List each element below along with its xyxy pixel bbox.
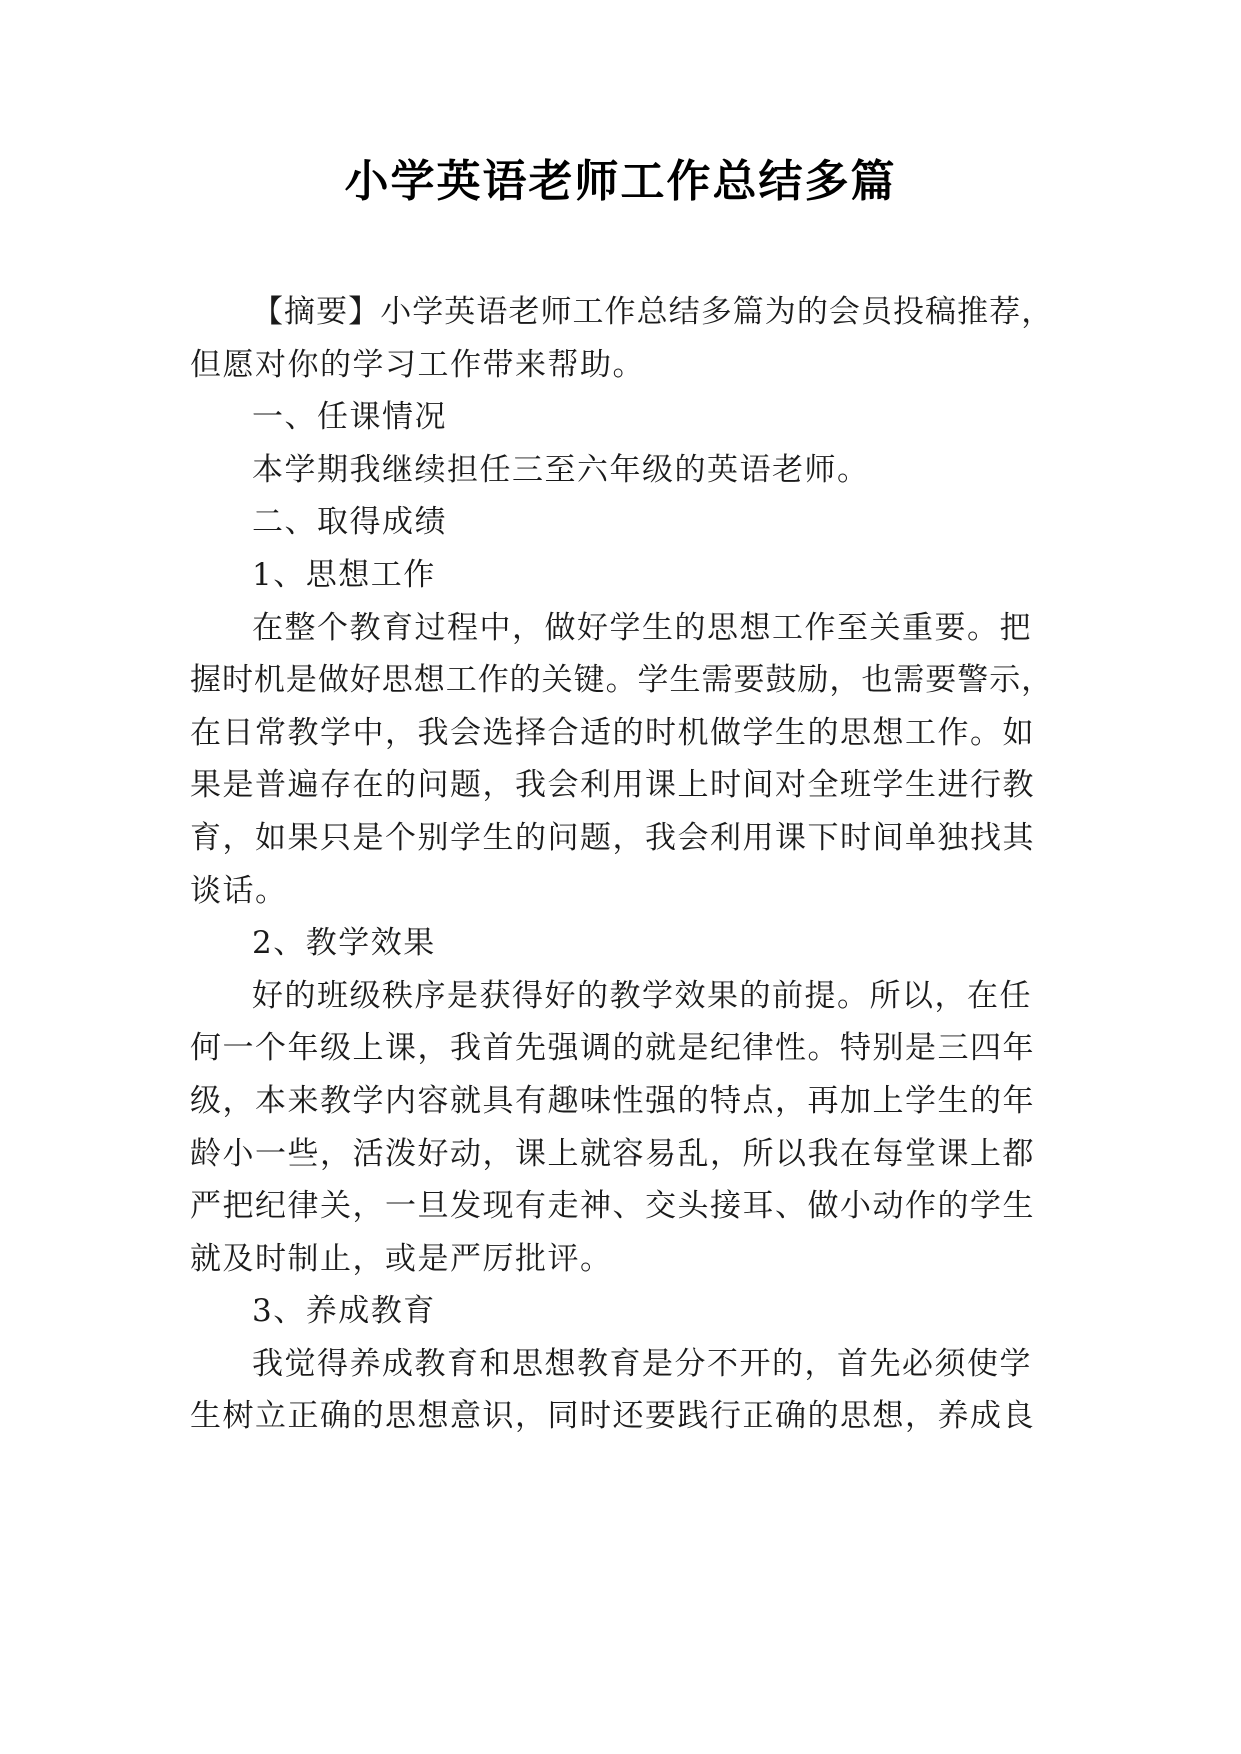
body-line: 生树立正确的思想意识，同时还要践行正确的思想，养成良 bbox=[190, 1398, 1035, 1435]
body-line: 严把纪律关，一旦发现有走神、交头接耳、做小动作的学生 bbox=[190, 1188, 1035, 1225]
body-line: 育，如果只是个别学生的问题，我会利用课下时间单独找其 bbox=[190, 819, 1035, 856]
body-line: 但愿对你的学习工作带来帮助。 bbox=[190, 346, 645, 383]
body-line: 握时机是做好思想工作的关键。学生需要鼓励，也需要警示， bbox=[190, 662, 1054, 699]
body-line: 1、思想工作 bbox=[252, 556, 436, 593]
body-line: 一、任课情况 bbox=[252, 399, 447, 436]
body-line: 2、教学效果 bbox=[252, 925, 436, 962]
document-body bbox=[190, 286, 1055, 1443]
body-line: 何一个年级上课，我首先强调的就是纪律性。特别是三四年 bbox=[190, 1030, 1035, 1067]
body-line: 我觉得养成教育和思想教育是分不开的，首先必须使学 bbox=[252, 1345, 1032, 1382]
body-line: 在整个教育过程中，做好学生的思想工作至关重要。把 bbox=[252, 609, 1032, 646]
body-line: 龄小一些，活泼好动，课上就容易乱，所以我在每堂课上都 bbox=[190, 1135, 1035, 1172]
body-line: 【摘要】小学英语老师工作总结多篇为的会员投稿推荐， bbox=[252, 294, 1054, 330]
body-line: 好的班级秩序是获得好的教学效果的前提。所以，在任 bbox=[252, 977, 1032, 1014]
body-line: 谈话。 bbox=[190, 872, 288, 909]
body-line: 二、取得成绩 bbox=[252, 504, 447, 541]
body-line: 在日常教学中，我会选择合适的时机做学生的思想工作。如 bbox=[190, 714, 1035, 751]
body-line: 3、养成教育 bbox=[252, 1293, 436, 1330]
body-line: 本学期我继续担任三至六年级的英语老师。 bbox=[252, 451, 870, 488]
body-line: 果是普遍存在的问题，我会利用课上时间对全班学生进行教 bbox=[190, 767, 1035, 804]
body-line: 就及时制止，或是严厉批评。 bbox=[190, 1240, 613, 1277]
document-title: 小学英语老师工作总结多篇 bbox=[344, 156, 897, 207]
body-line: 级，本来教学内容就具有趣味性强的特点，再加上学生的年 bbox=[190, 1082, 1035, 1119]
